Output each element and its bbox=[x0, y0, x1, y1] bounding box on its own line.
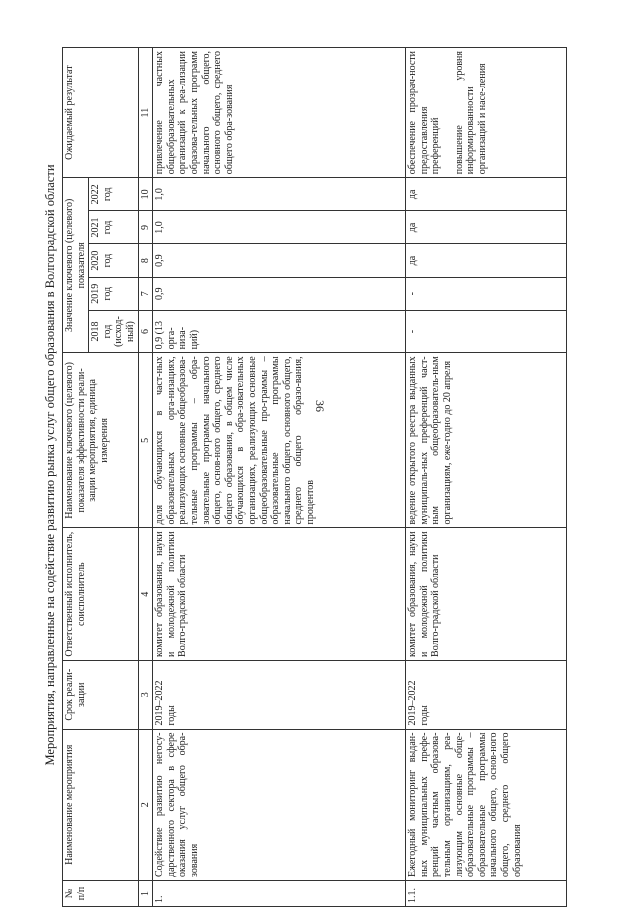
column-number-row bbox=[138, 48, 153, 907]
row-num: 1.1. bbox=[406, 880, 567, 906]
row-value-2021: да bbox=[406, 211, 567, 244]
column-number: 4 bbox=[138, 528, 153, 661]
column-number: 11 bbox=[138, 48, 153, 178]
header-2022: 2022 год bbox=[89, 178, 138, 211]
header-num: № п/п bbox=[63, 880, 139, 906]
column-number: 8 bbox=[138, 244, 153, 277]
row-responsible: комитет образования, науки и молодежной политики Волго-градской области bbox=[406, 528, 567, 661]
document-title: Мероприятия, направленные на содействие развитию рынка услуг общего образования в Волгоградской области bbox=[43, 164, 57, 766]
header-result: Ожидаемый результат bbox=[63, 48, 139, 178]
row-result: обеспечение прозрач-ности предоставления преференций повышение уровня информированности организаций и насе-ления bbox=[406, 48, 567, 178]
header-2019: 2019 год bbox=[89, 277, 138, 310]
column-number: 3 bbox=[138, 660, 153, 729]
column-number: 5 bbox=[138, 353, 153, 528]
row-result: привлечение частных общеобразовательных организаций к реа-лизации образова-тельных программ начального общего, основного общего, среднего общего обра-зования bbox=[153, 48, 406, 178]
header-name: Наименование мероприятия bbox=[63, 729, 139, 880]
row-value-2020: да bbox=[406, 244, 567, 277]
row-indicator: ведение открытого реестра выданных муниципаль-ных преференций част-ным общеобразователь-ным организациям, еже-годно до 20 апреля bbox=[406, 353, 567, 528]
row-name: Содействие развитию негосу-дарственного сектора в сфере оказания услуг общего обра-зования bbox=[153, 729, 406, 880]
table-row bbox=[406, 48, 567, 907]
measures-table bbox=[62, 47, 567, 907]
row-value-2018: - bbox=[406, 310, 567, 353]
column-number: 1 bbox=[138, 880, 153, 906]
header-2020: 2020 год bbox=[89, 244, 138, 277]
header-2018: 2018 год (исход-ный) bbox=[89, 310, 138, 353]
column-number: 7 bbox=[138, 277, 153, 310]
column-number: 6 bbox=[138, 310, 153, 353]
header-term: Срок реали-зации bbox=[63, 660, 139, 729]
row-value-2021: 1,0 bbox=[153, 211, 406, 244]
row-value-2022: да bbox=[406, 178, 567, 211]
row-value-2018: 0,9 (13 орга-низа-ций) bbox=[153, 310, 406, 353]
row-value-2019: - bbox=[406, 277, 567, 310]
row-value-2020: 0,9 bbox=[153, 244, 406, 277]
table-row bbox=[153, 48, 406, 907]
column-number: 10 bbox=[138, 178, 153, 211]
row-name: Ежегодный мониторинг выдан-ных муниципальных префе-ренций частным образова-тельным организациям, реа-лизующим основные обще-образовательные программы – образовательные программы начального общего, основ-ного общего, среднего общего образования bbox=[406, 729, 567, 880]
header-responsible: Ответственный исполнитель, соисполнитель bbox=[63, 528, 139, 661]
column-number: 2 bbox=[138, 729, 153, 880]
header-values-group: Значение ключевого (целевого) показателя bbox=[63, 178, 89, 353]
row-value-2022: 1,0 bbox=[153, 178, 406, 211]
row-value-2019: 0,9 bbox=[153, 277, 406, 310]
row-term: 2019–2022 годы bbox=[406, 660, 567, 729]
rotated-page bbox=[40, 40, 625, 915]
header-row-1 bbox=[63, 48, 89, 907]
column-number: 9 bbox=[138, 211, 153, 244]
row-indicator: доля обучающихся в част-ных образовательных орга-низациях, реализующих основные общеобразова-тельные программы – обра-зовательные программы начального общего, основ-ного общего, среднего общего образования, в общем числе обучающихся в обра-зовательных организациях, реализующих основные общеобразовательные про-граммы – образовательные программы начального общего, основного общего, среднего общего образо-вания, процентов bbox=[153, 353, 406, 528]
header-indicator: Наименование ключевого (целевого) показателя эффективности реали-зации мероприятия, единица измерения bbox=[63, 353, 139, 528]
row-responsible: комитет образования, науки и молодежной политики Волго-градской области bbox=[153, 528, 406, 661]
row-term: 2019–2022 годы bbox=[153, 660, 406, 729]
page-number: 36 bbox=[313, 400, 327, 412]
header-2021: 2021 год bbox=[89, 211, 138, 244]
row-num: 1. bbox=[153, 880, 406, 906]
